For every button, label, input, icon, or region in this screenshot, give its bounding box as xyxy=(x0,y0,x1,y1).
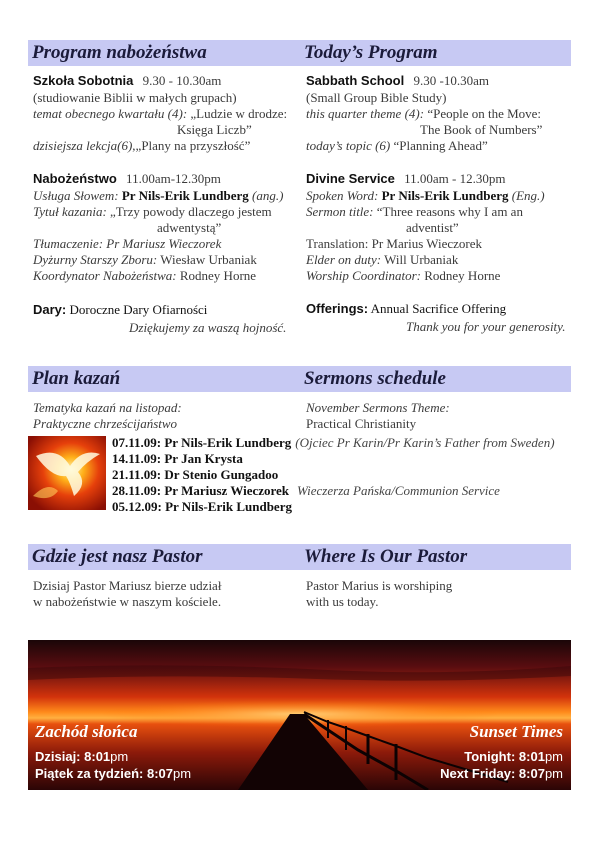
schedule-entry: 07.11.09: Pr Nils-Erik Lundberg xyxy=(112,435,292,450)
sunset-today-pl xyxy=(35,749,128,764)
sabbath-school-label-pl: Szkoła Sobotnia xyxy=(33,73,134,88)
pastor-text-2-pl: w nabożeństwie w naszym kościele. xyxy=(33,594,222,609)
spoken-word-lang-pl: (ang.) xyxy=(251,188,284,203)
spoken-word-label-en: Spoken Word: xyxy=(306,188,379,203)
sunset-today-time-en: 8:01 xyxy=(518,749,545,764)
sunset-today-label-pl: Dzisiaj: xyxy=(35,749,81,764)
offering-thanks-en: Thank you for your generosity. xyxy=(406,319,566,334)
sunset-title-en: Sunset Times xyxy=(469,722,563,741)
sabbath-school-desc-en: (Small Group Bible Study) xyxy=(306,90,447,105)
offering-label-pl: Dary: xyxy=(33,302,67,317)
sermons-title-pl: Plan kazań xyxy=(32,368,121,389)
pastor-title-en: Where Is Our Pastor xyxy=(304,546,468,567)
schedule-row xyxy=(112,483,555,499)
quarter-theme-1-en: “People on the Move: xyxy=(427,106,542,121)
sermon-title-1-pl: „Trzy powody dlaczego jestem xyxy=(110,204,272,219)
sunset-next-time-en: 8:07 xyxy=(518,766,545,781)
quarter-theme-1-pl: „Ludzie w drodze: xyxy=(190,106,288,121)
schedule-note: Wieczerza Pańska/Communion Service xyxy=(297,483,500,498)
sermon-title-2-en: adventist” xyxy=(406,220,459,235)
program-title-en: Today’s Program xyxy=(304,42,438,63)
sunset-banner xyxy=(28,640,571,790)
schedule-entry: 28.11.09: Pr Mariusz Wieczorek xyxy=(112,483,290,498)
pastor-text-2-en: with us today. xyxy=(306,594,379,609)
program-title-pl: Program nabożeństwa xyxy=(32,42,207,63)
today-topic-pl: ,„Plany na przyszłość” xyxy=(132,138,251,153)
sunset-next-en xyxy=(440,766,563,781)
pastor-text-1-pl: Dzisiaj Pastor Mariusz bierze udział xyxy=(33,578,222,593)
spoken-word-name-en: Pr Nils-Erik Lundberg xyxy=(381,188,509,203)
translation-en: Translation: Pr Marius Wieczorek xyxy=(306,236,483,251)
quarter-theme-label-en: this quarter theme (4): xyxy=(306,106,425,121)
today-topic-en: “Planning Ahead” xyxy=(393,138,488,153)
sabbath-school-label-en: Sabbath School xyxy=(306,73,405,88)
sunset-today-label-en: Tonight: xyxy=(464,749,516,764)
divine-service-time-en: 11.00am - 12.30pm xyxy=(404,171,506,186)
schedule-row xyxy=(112,467,555,483)
sunset-today-suffix-pl: pm xyxy=(110,749,129,764)
sunset-next-time-pl: 8:07 xyxy=(147,766,174,781)
program-header-bar xyxy=(28,40,571,66)
schedule-row xyxy=(112,499,555,515)
translation-pl: Tłumaczenie: Pr Mariusz Wieczorek xyxy=(33,236,222,251)
elder-label-pl: Dyżurny Starszy Zboru: xyxy=(33,252,158,267)
elder-label-en: Elder on duty: xyxy=(306,252,382,267)
today-topic-label-en: today’s topic (6) xyxy=(306,138,391,153)
holy-spirit-dove-image xyxy=(28,436,106,510)
sunset-today-en xyxy=(464,749,563,764)
sermons-header-bar xyxy=(28,366,571,392)
schedule-note: (Ojciec Pr Karin/Pr Karin’s Father from Sweden) xyxy=(295,435,555,450)
sermon-theme-label-pl: Tematyka kazań na listopad: xyxy=(33,400,182,415)
quarter-theme-label-pl: temat obecnego kwartału (4): xyxy=(33,106,188,121)
sunset-today-suffix-en: pm xyxy=(544,749,563,764)
sermon-schedule-list xyxy=(112,435,555,515)
pastor-text-1-en: Pastor Marius is worshiping xyxy=(306,578,453,593)
sermon-title-2-pl: adwentystą” xyxy=(157,220,222,235)
sunset-next-suffix-en: pm xyxy=(544,766,563,781)
coordinator-name-en: Rodney Horne xyxy=(424,268,501,283)
divine-service-label-en: Divine Service xyxy=(306,171,395,186)
spoken-word-lang-en: (Eng.) xyxy=(511,188,545,203)
spoken-word-label-pl: Usługa Słowem: xyxy=(33,188,119,203)
pastor-header-bar xyxy=(28,544,571,570)
schedule-entry: 05.12.09: Pr Nils-Erik Lundberg xyxy=(112,499,292,514)
elder-name-pl: Wiesław Urbaniak xyxy=(160,252,257,267)
divine-service-label-pl: Nabożeństwo xyxy=(33,171,117,186)
schedule-row xyxy=(112,435,555,451)
schedule-entry: 14.11.09: Pr Jan Krysta xyxy=(112,451,243,466)
coordinator-label-pl: Koordynator Nabożeństwa: xyxy=(33,268,177,283)
sermon-theme-pl: Praktyczne chrześcijaństwo xyxy=(33,416,178,431)
sunset-next-pl xyxy=(35,766,191,781)
sabbath-school-time-en: 9.30 -10.30am xyxy=(413,73,489,88)
pastor-title-pl: Gdzie jest nasz Pastor xyxy=(32,546,203,567)
sermon-title-1-en: “Three reasons why I am an xyxy=(376,204,523,219)
offering-label-en: Offerings: xyxy=(306,301,369,316)
sunset-next-label-en: Next Friday: xyxy=(440,766,516,781)
today-topic-label-pl: dzisiejsza lekcja(6) xyxy=(33,138,133,153)
offering-text-pl: Doroczne Dary Ofiarności xyxy=(69,302,208,317)
sabbath-school-desc-pl: (studiowanie Biblii w małych grupach) xyxy=(33,90,237,105)
schedule-row xyxy=(112,451,555,467)
sermon-theme-label-en: November Sermons Theme: xyxy=(306,400,450,415)
sermon-title-label-pl: Tytuł kazania: xyxy=(33,204,107,219)
elder-name-en: Will Urbaniak xyxy=(384,252,459,267)
divine-service-time-pl: 11.00am-12.30pm xyxy=(126,171,221,186)
spoken-word-name-pl: Pr Nils-Erik Lundberg xyxy=(121,188,249,203)
sermon-title-label-en: Sermon title: xyxy=(306,204,374,219)
sabbath-school-time-pl: 9.30 - 10.30am xyxy=(142,73,222,88)
coordinator-name-pl: Rodney Horne xyxy=(179,268,257,283)
sunset-title-pl: Zachód słońca xyxy=(35,722,138,741)
sunset-next-suffix-pl: pm xyxy=(173,766,192,781)
sunset-today-time-pl: 8:01 xyxy=(84,749,111,764)
sermon-theme-en: Practical Christianity xyxy=(306,416,417,431)
offering-thanks-pl: Dziękujemy za waszą hojność. xyxy=(129,320,287,335)
coordinator-label-en: Worship Coordinator: xyxy=(306,268,421,283)
schedule-entry: 21.11.09: Dr Stenio Gungadoo xyxy=(112,467,279,482)
offering-text-en: Annual Sacrifice Offering xyxy=(370,301,507,316)
quarter-theme-2-pl: Księga Liczb” xyxy=(177,122,252,137)
quarter-theme-2-en: The Book of Numbers” xyxy=(420,122,543,137)
sermons-title-en: Sermons schedule xyxy=(304,368,446,389)
sunset-next-label-pl: Piątek za tydzień: xyxy=(35,766,144,781)
